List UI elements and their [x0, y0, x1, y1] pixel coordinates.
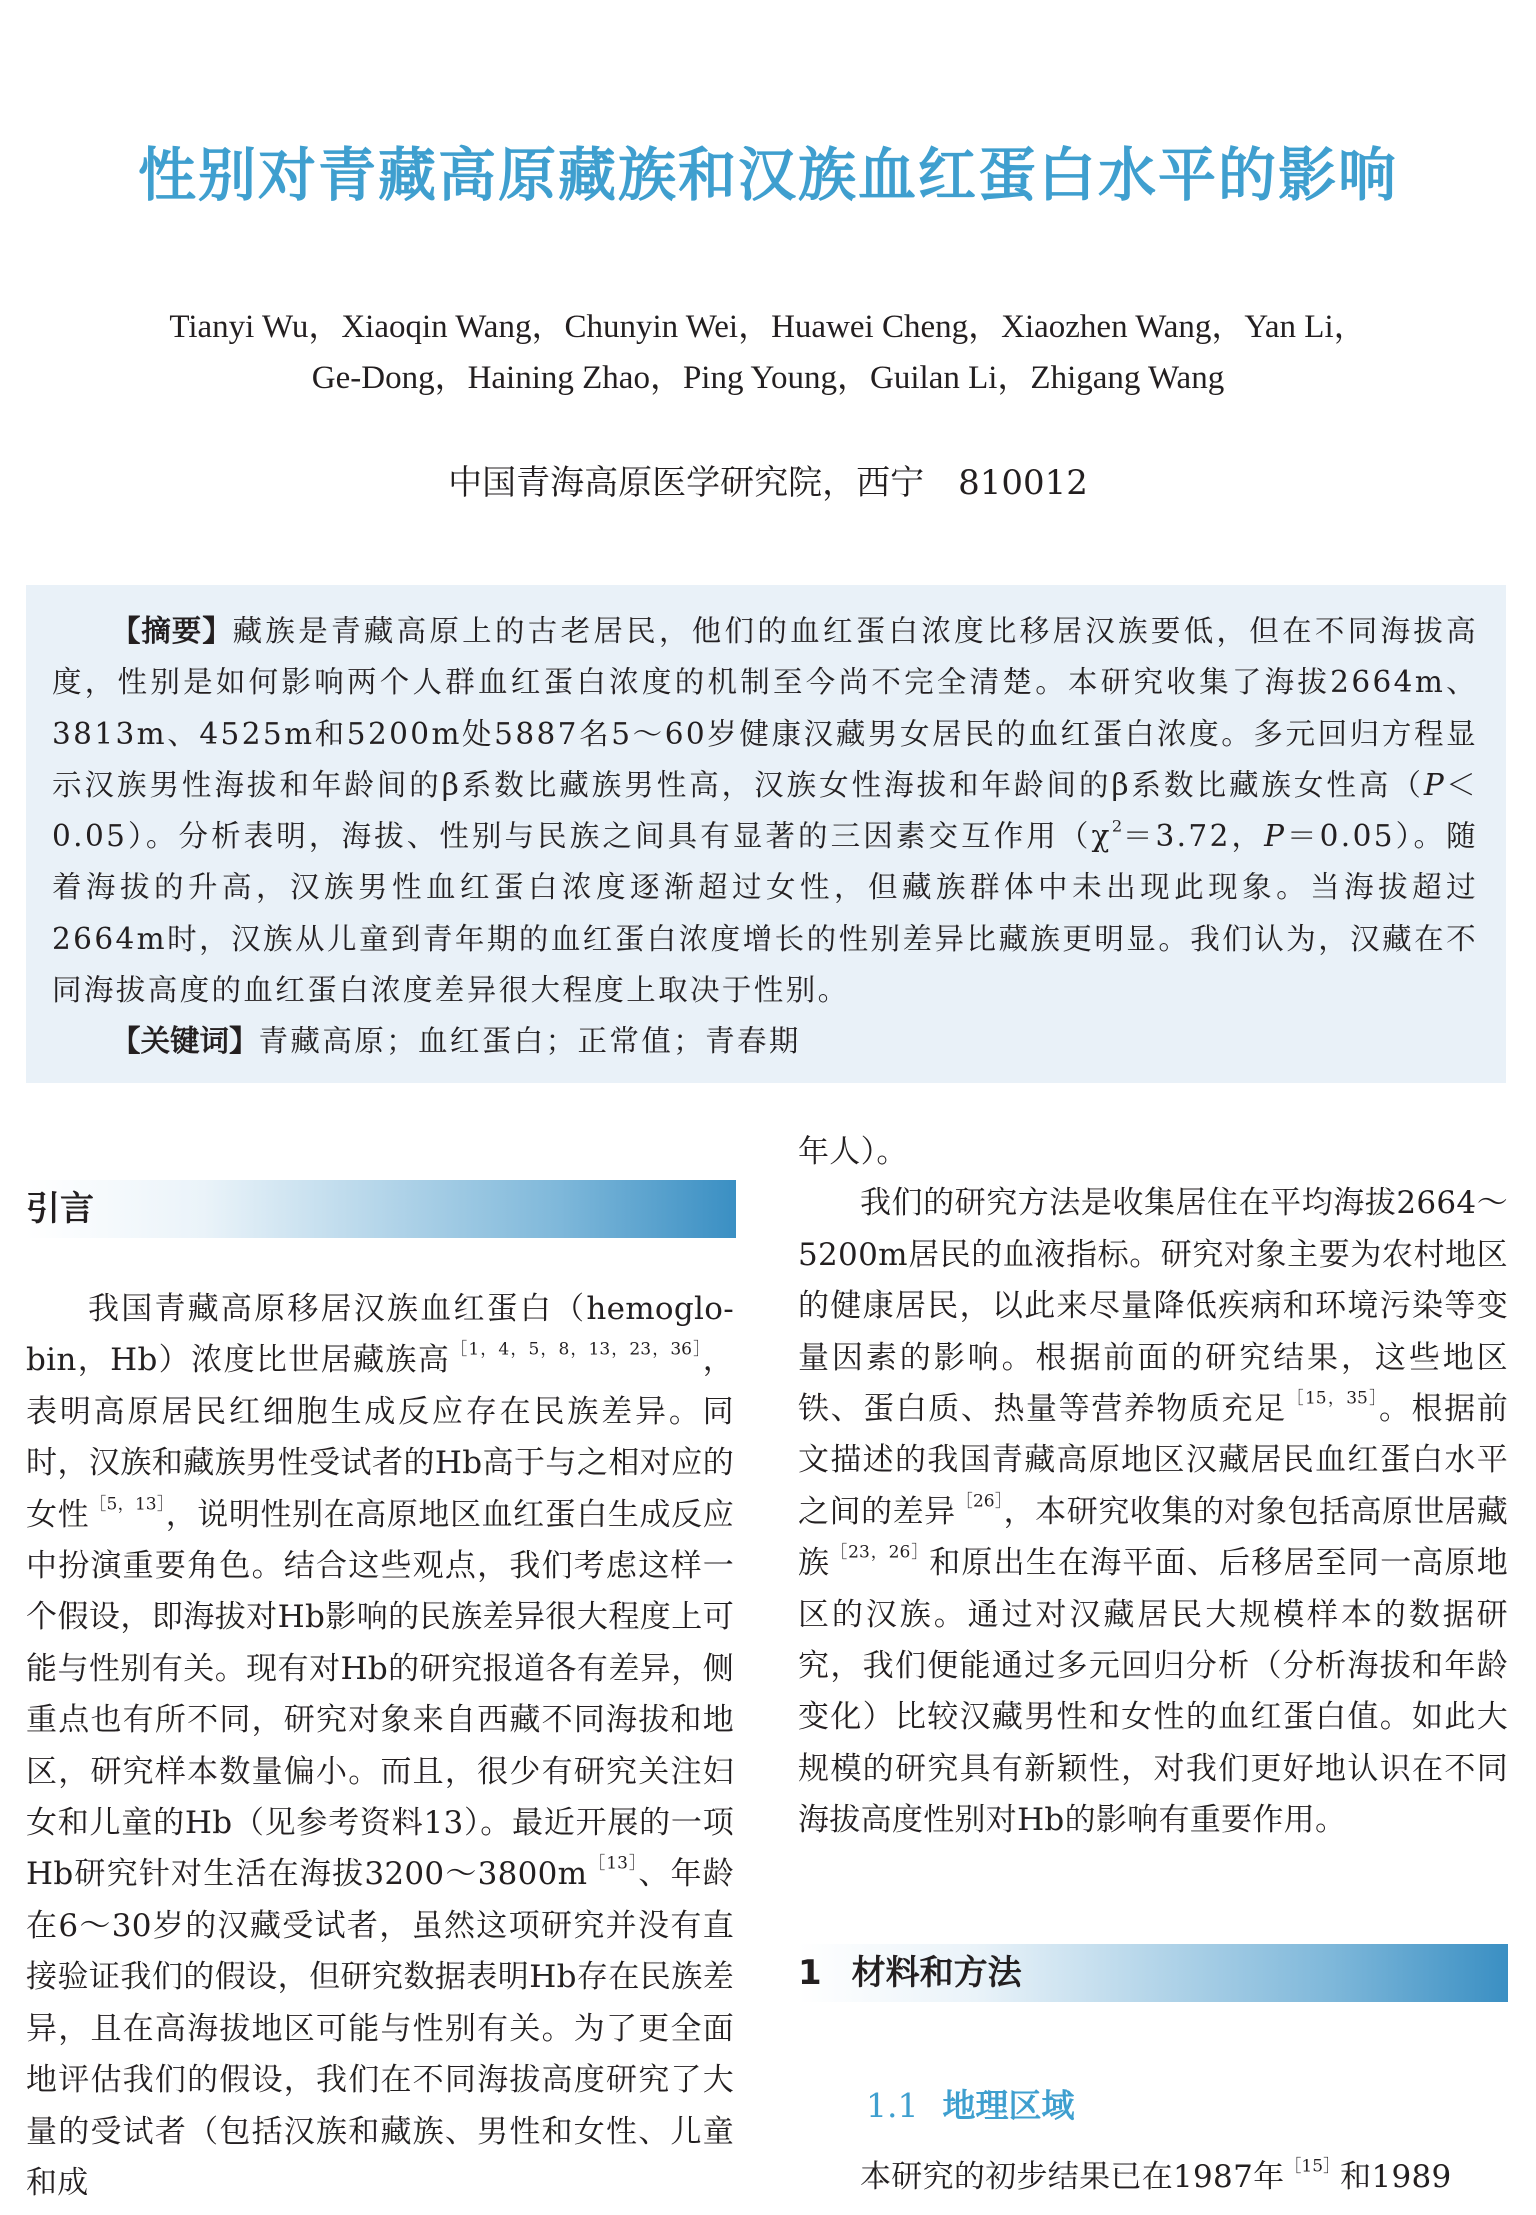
right-column — [798, 1127, 1508, 1847]
p-symbol: P — [1264, 819, 1287, 854]
text-segment: 和1989 — [1340, 2159, 1452, 2195]
method-paragraph — [798, 1178, 1508, 1846]
author-line: Ge-Dong，Haining Zhao，Ping Young，Guilan Li，Zhigang Wang — [311, 360, 1225, 396]
subsection-heading — [866, 2080, 1074, 2127]
affiliation: 中国青海高原医学研究院，西宁 810012 — [448, 463, 1088, 503]
keywords: 青藏高原；血红蛋白；正常值；青春期 — [258, 1024, 801, 1059]
intro-paragraph — [26, 1284, 734, 2209]
text-segment: 、年龄在6～30岁的汉藏受试者，虽然这项研究并没有直接验证我们的假设，但研究数据表明Hb存在民族差异，且在高海拔地区可能与性别有关。为了更全面地评估我们的假设，我们在不同海拔高度研究了大量的受试者（包括汉族和藏族、男性和女性、儿童和成 — [26, 1856, 735, 2201]
text-segment: 我国青藏高原移居汉族血红蛋白（hemoglo-bin，Hb）浓度比世居藏族高 — [26, 1291, 734, 1379]
abstract-segment: ＝0.05）。随着海拔的升高，汉族男性血红蛋白浓度逐渐超过女性，但藏族群体中未出现此现象。当海拔超过2664m时，汉族从儿童到青年期的血红蛋白浓度增长的性别差异比藏族更明显。我们认为，汉藏在不同海拔高度的血红蛋白浓度差异很大程度上取决于性别。 — [52, 819, 1478, 1008]
citation: ［26］ — [955, 1491, 1004, 1512]
citation: ［1，4，5，8，13，23，36］ — [450, 1340, 703, 1361]
text-segment: 和原出生在海平面、后移居至同一高原地区的汉族。通过对汉藏居民大规模样本的数据研究，我们便能通过多元回归分析（分析海拔和年龄变化）比较汉藏男性和女性的血红蛋白值。如此大规模的研究具有新颖性，对我们更好地认识在不同海拔高度性别对Hb的影响有重要作用。 — [798, 1545, 1508, 1839]
abstract-segment: 藏族是青藏高原上的古老居民，他们的血红蛋白浓度比移居汉族要低，但在不同海拔高度，性别是如何影响两个人群血红蛋白浓度的机制至今尚不完全清楚。本研究收集了海拔2664m、3813m、4525m和5200m处5887名5～60岁健康汉藏男女居民的血红蛋白浓度。多元回归方程显示汉族男性海拔和年龄间的β系数比藏族男性高，汉族女性海拔和年龄间的β系数比藏族女性高（ — [52, 614, 1478, 802]
section-number: 1 — [798, 1953, 822, 1993]
author-line: Tianyi Wu，Xiaoqin Wang，Chunyin Wei，Huawei Cheng，Xiaozhen Wang，Yan Li， — [169, 309, 1367, 345]
text-segment: 。根据前文描述的我国青藏高原地区汉藏居民血红蛋白水平之间的差异 — [798, 1391, 1509, 1530]
abstract-text — [52, 606, 1478, 1016]
continued-text: 年人）。 — [798, 1134, 908, 1170]
chi-superscript: 2 — [1111, 816, 1123, 836]
author-list — [40, 302, 1496, 404]
citation: ［5，13］ — [89, 1494, 166, 1515]
text-segment: 本研究的初步结果已在1987年 — [860, 2159, 1285, 2195]
subsection-title: 地理区域 — [942, 2086, 1075, 2125]
abstract-segment: ＜0.05）。分析表明，海拔、性别与民族之间具有显著的三因素交互作用（χ — [52, 767, 1478, 854]
methods-heading — [798, 1944, 1022, 2002]
p-symbol: P — [1423, 767, 1447, 802]
keywords-label: 【关键词】 — [111, 1024, 259, 1059]
subsection-number: 1.1 — [866, 2086, 919, 2125]
abstract-segment: ＝3.72， — [1122, 819, 1265, 854]
section-title: 材料和方法 — [851, 1953, 1022, 1993]
text-segment: 我们的研究方法是收集居住在平均海拔2664～5200m居民的血液指标。研究对象主要为农村地区的健康居民，以此来尽量降低疾病和环境污染等变量因素的影响。根据前面的研究结果，这些地区铁、蛋白质、热量等营养物质充足 — [798, 1185, 1508, 1428]
paper-title: 性别对青藏高原藏族和汉族血红蛋白水平的影响 — [137, 141, 1398, 209]
citation: ［23，26］ — [830, 1542, 930, 1563]
region-paragraph — [798, 2152, 1508, 2203]
keywords-line — [52, 1016, 1478, 1067]
citation: ［15，35］ — [1286, 1388, 1379, 1409]
text-segment: ，表明高原居民红细胞生成反应存在民族差异。同时，汉族和藏族男性受试者的Hb高于与之相对应的女性 — [26, 1342, 734, 1533]
intro-heading-bar — [26, 1180, 736, 1238]
abstract-box — [26, 585, 1506, 1083]
citation: ［15］ — [1284, 2156, 1341, 2177]
text-segment: ，本研究收集的对象包括高原世居藏族 — [798, 1493, 1509, 1582]
abstract-label: 【摘要】 — [111, 614, 233, 648]
left-column — [26, 1284, 734, 2209]
text-segment: ，说明性别在高原地区血红蛋白生成反应中扮演重要角色。结合这些观点，我们考虑这样一个假设，即海拔对Hb影响的民族差异很大程度上可能与性别有关。现有对Hb的研究报道各有差异，侧重点也有所不同，研究对象来自西藏不同海拔和地区，研究样本数量偏小。而且，很少有研究关注妇女和儿童的Hb（见参考资料13）。最近开展的一项Hb研究针对生活在海拔3200～3800m — [26, 1496, 734, 1893]
citation: ［13］ — [587, 1854, 639, 1875]
right-column-tail — [798, 2152, 1508, 2203]
intro-heading: 引言 — [26, 1189, 94, 1229]
